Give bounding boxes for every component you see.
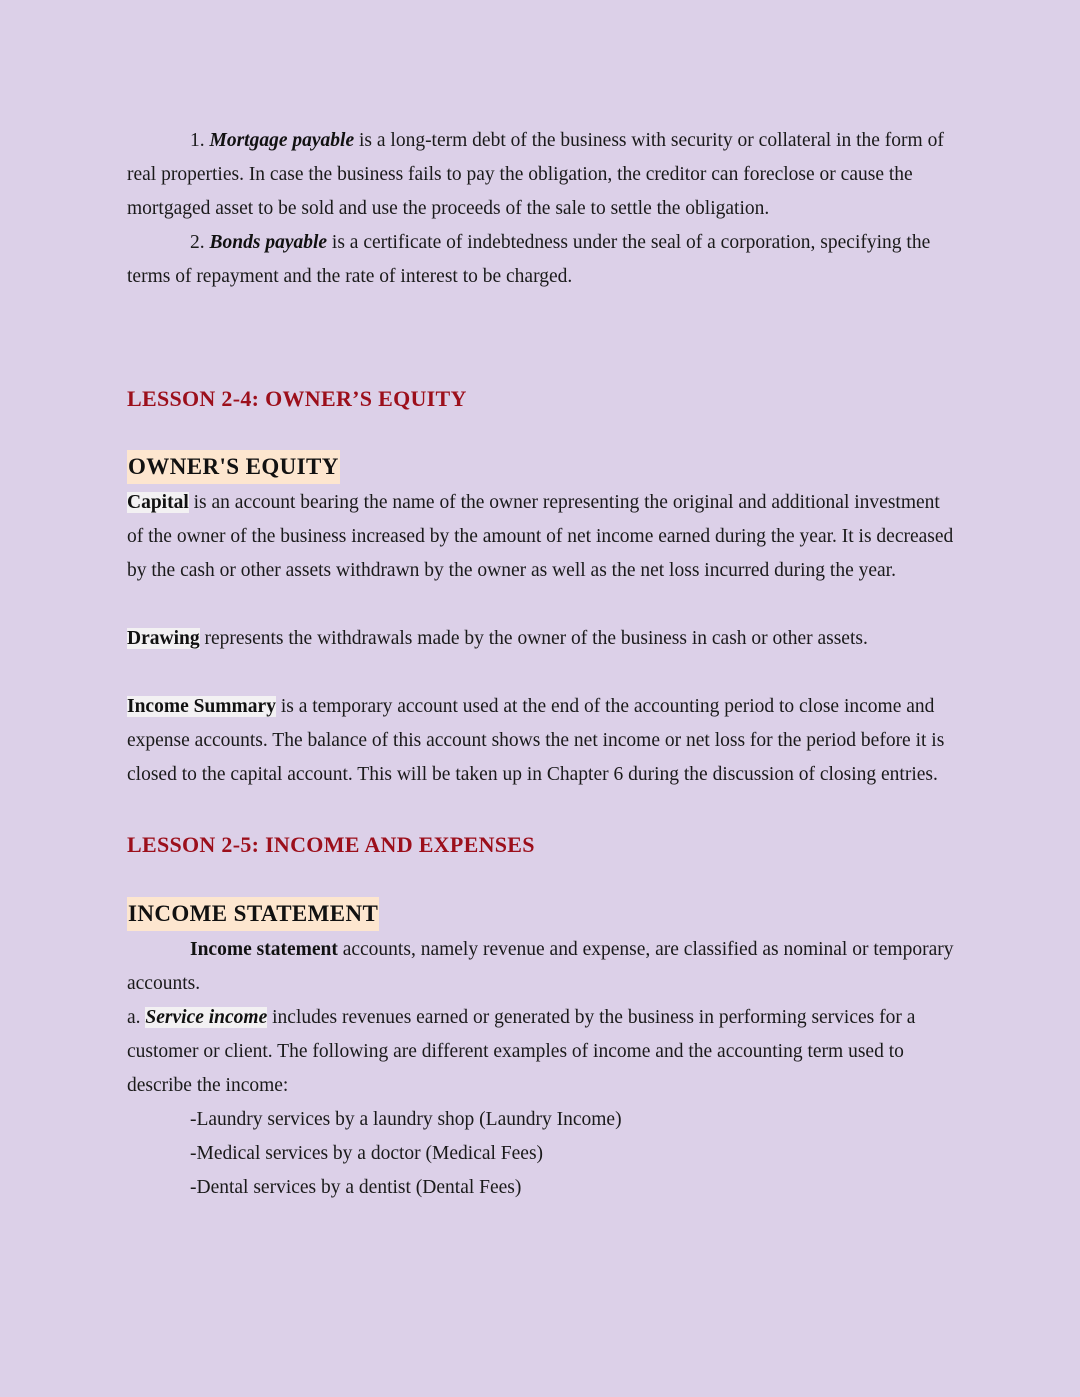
term-service-income: Service income [145,1007,268,1028]
term-bonds-payable: Bonds payable [209,232,328,253]
term-income-statement: Income statement [190,939,338,960]
income-statement-section-heading: INCOME STATEMENT [127,897,379,931]
definition-text: represents the withdrawals made by the owner of the business in cash or other assets. [199,628,868,649]
example-laundry: -Laundry services by a laundry shop (Laundry Income) [190,1109,622,1130]
service-income-definition [127,1001,957,1103]
list-number: 1. [190,130,205,151]
liability-item-mortgage [127,124,957,226]
definition-text: includes revenues earned or generated by the business in performing services for a customer or client. The following are different examples of income and the accounting term used to describe the income: [127,1007,916,1096]
document-page [127,124,957,1205]
lesson-2-5-heading: LESSON 2-5: INCOME AND EXPENSES [127,832,535,857]
definition-text: accounts, namely revenue and expense, are classified as nominal or temporary accounts. [127,939,954,994]
term-income-summary: Income Summary [127,696,276,717]
definition-text: is an account bearing the name of the owner representing the original and additional investment of the owner of the business increased by the amount of net income earned during the year. It is decreased by the cash or other assets withdrawn by the owner as well as the net loss incurred during the year. [127,492,954,581]
definition-text: is a temporary account used at the end of the accounting period to close income and expense accounts. The balance of this account shows the net income or net loss for the period before it is closed to the capital account. This will be taken up in Chapter 6 during the discussion of closing entries. [127,696,945,785]
capital-definition [127,486,957,588]
lesson-2-4-heading: LESSON 2-4: OWNER’S EQUITY [127,386,467,411]
definition-text: is a certificate of indebtedness under the seal of a corporation, specifying the terms of repayment and the rate of interest to be charged. [127,232,931,287]
term-mortgage-payable: Mortgage payable [209,130,355,151]
example-medical: -Medical services by a doctor (Medical Fees) [190,1143,544,1164]
drawing-definition [127,622,957,656]
example-dental: -Dental services by a dentist (Dental Fees) [190,1177,522,1198]
term-capital: Capital [127,492,189,513]
owners-equity-section-heading: OWNER'S EQUITY [127,450,340,484]
term-drawing: Drawing [127,628,200,649]
definition-text: is a long-term debt of the business with security or collateral in the form of real properties. In case the business fails to pay the obligation, the creditor can foreclose or cause the mortgaged asset to be sold and use the proceeds of the sale to settle the obligation. [127,130,944,219]
income-statement-intro [127,933,957,1001]
income-summary-definition [127,690,957,792]
list-number: 2. [190,232,205,253]
liability-item-bonds [127,226,957,294]
list-letter: a. [127,1007,146,1028]
